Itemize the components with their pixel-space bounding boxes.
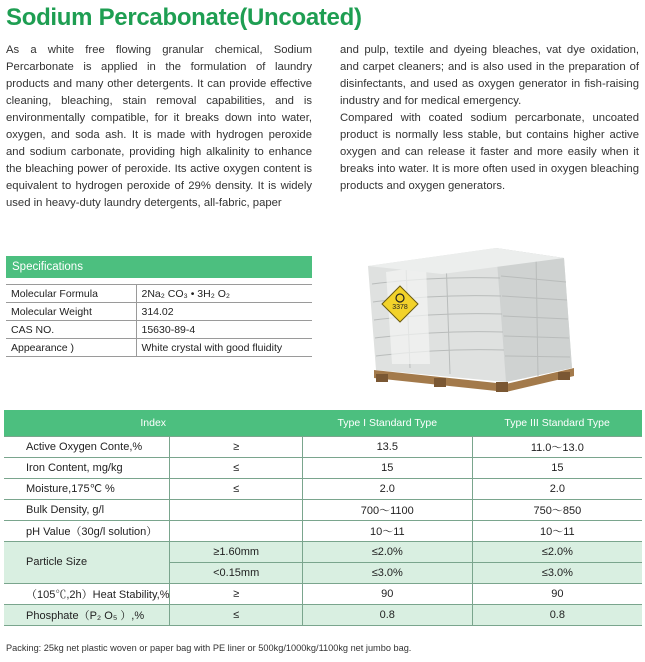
row-label: Phosphate（P₂ O₅ ）,% (4, 604, 170, 625)
row-operator: ≥ (170, 583, 302, 604)
table-row (4, 541, 642, 562)
row-type-3: 750～850 (472, 499, 642, 520)
row-type-3: 11.0～13.0 (472, 436, 642, 457)
spec-value: 15630-89-4 (136, 321, 312, 339)
table-row (4, 583, 642, 604)
row-operator: ≥1.60mm (170, 541, 302, 562)
spec-label: Appearance ) (6, 339, 136, 357)
spec-value: 2Na₂ CO₃ • 3H₂ O₂ (136, 285, 312, 303)
row-type-3: 2.0 (472, 478, 642, 499)
row-type-3: 90 (472, 583, 642, 604)
header-index: Index (4, 410, 302, 436)
intro-paragraph: As a white free flowing granular chemical, Sodium Percarbonate is applied in the formulation of laundry products and many other detergents. It can provide effective cleaning, bleaching, stain removal capabilities, and is environmentally compatible, for it breaks down into water, oxygen, and soda ash. It is made with hydrogen peroxide and sodium carbonate, providing high alkalinity to enhance the bleaching power of peroxide. Its active oxygen content is equivalent to hydrogen peroxide of 29% density. It is widely used in heavy-duty laundry detergents, all-fabric, paper (6, 44, 312, 209)
row-type-1: 0.8 (302, 604, 472, 625)
row-type-1: ≤2.0% (302, 541, 472, 562)
pallet-of-bags-photo (346, 236, 634, 394)
spec-row (6, 321, 312, 339)
spec-row (6, 339, 312, 357)
row-operator: ≤ (170, 457, 302, 478)
intro-right-column (340, 42, 639, 195)
row-type-1: 10～11 (302, 520, 472, 541)
spec-label: Molecular Weight (6, 303, 136, 321)
row-type-3: 10～11 (472, 520, 642, 541)
spec-label: CAS NO. (6, 321, 136, 339)
row-label: （105℃,2h）Heat Stability,% (4, 583, 170, 604)
row-label: pH Value（30g/l solution） (4, 520, 170, 541)
spec-value: 314.02 (136, 303, 312, 321)
row-type-3: 15 (472, 457, 642, 478)
svg-text:3378: 3378 (392, 304, 408, 311)
table-header-row (4, 410, 642, 436)
row-label: Iron Content, mg/kg (4, 457, 170, 478)
row-operator: ≤ (170, 478, 302, 499)
row-label: Active Oxygen Conte,% (4, 436, 170, 457)
intro-paragraph: and pulp, textile and dyeing bleaches, vat dye oxidation, and carpet cleaners; and is also used in the preparation of disinfectants, and used as oxygen generator in fish-raising industry and for medical emergency. (340, 44, 639, 107)
row-operator (170, 520, 302, 541)
row-operator: ≥ (170, 436, 302, 457)
header-type-1: Type I Standard Type (302, 410, 472, 436)
table-row (4, 457, 642, 478)
table-row (4, 436, 642, 457)
row-type-1: 90 (302, 583, 472, 604)
properties-table (4, 410, 642, 626)
table-row (4, 499, 642, 520)
row-label: Moisture,175℃ % (4, 478, 170, 499)
row-label: Particle Size (4, 541, 170, 583)
spec-label: Molecular Formula (6, 285, 136, 303)
specifications-header: Specifications (6, 256, 312, 278)
row-type-1: 15 (302, 457, 472, 478)
header-type-3: Type III Standard Type (472, 410, 642, 436)
table-row (4, 478, 642, 499)
spec-value: White crystal with good fluidity (136, 339, 312, 357)
page-title: Sodium Percabonate(Uncoated) (6, 4, 362, 31)
table-row (4, 604, 642, 625)
row-type-3: ≤2.0% (472, 541, 642, 562)
intro-left-column (6, 42, 312, 212)
row-operator: ≤ (170, 604, 302, 625)
intro-paragraph: Compared with coated sodium percarbonate, uncoated product is normally less stable, but contains higher active oxygen and can release it faster and more easily when it breaks into water. It is more often used in oxygen bleaching products and oxygen generators. (340, 112, 639, 192)
row-operator (170, 499, 302, 520)
row-type-1: 700～1100 (302, 499, 472, 520)
row-type-1: 2.0 (302, 478, 472, 499)
row-operator: <0.15mm (170, 562, 302, 583)
spec-row (6, 285, 312, 303)
table-row (4, 520, 642, 541)
row-type-3: 0.8 (472, 604, 642, 625)
row-type-1: 13.5 (302, 436, 472, 457)
row-label: Bulk Density, g/l (4, 499, 170, 520)
row-type-3: ≤3.0% (472, 562, 642, 583)
packing-note: Packing: 25kg net plastic woven or paper bag with PE liner or 500kg/1000kg/1100kg net jumbo bag. (6, 643, 412, 653)
row-type-1: ≤3.0% (302, 562, 472, 583)
specifications-table (6, 284, 312, 357)
spec-row (6, 303, 312, 321)
